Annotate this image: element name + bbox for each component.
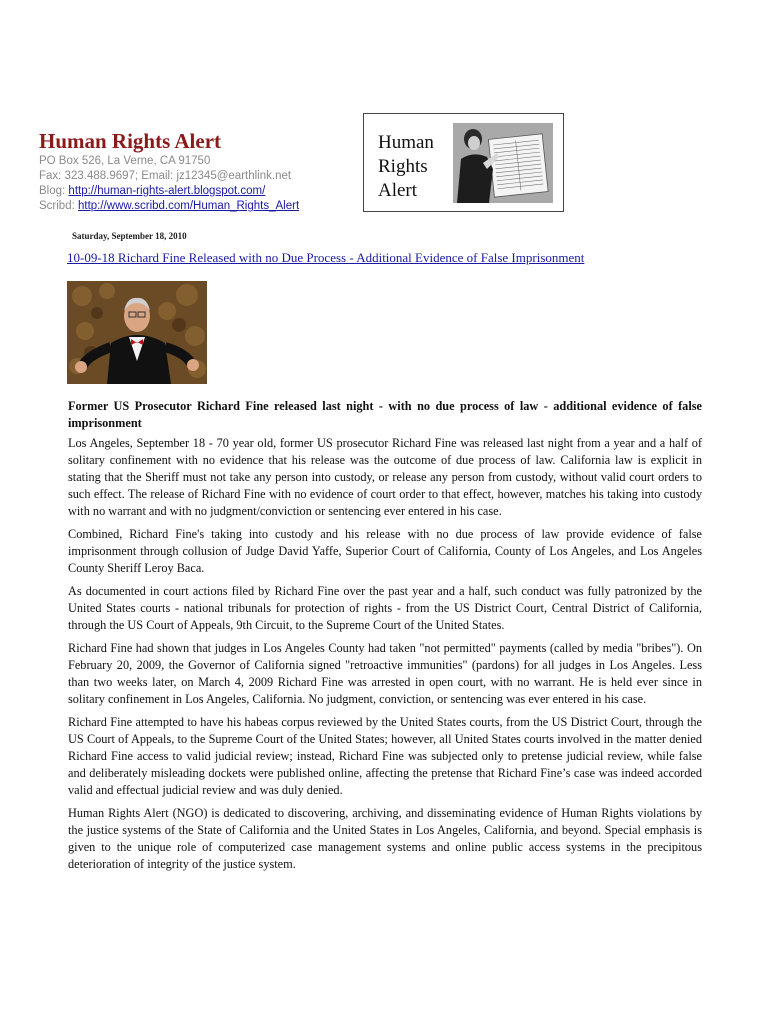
logo-photo <box>453 123 553 203</box>
org-title: Human Rights Alert <box>39 129 222 153</box>
logo-line: Alert <box>378 180 418 201</box>
article-paragraph: Combined, Richard Fine's taking into custody and his release with no due process of law provide evidence of false imprisonment through collusion of Judge David Yaffe, Superior Court of California, County of Los Angeles, and Los Angeles County Sheriff Leroy Baca. <box>68 527 702 575</box>
logo-line: Rights <box>378 156 428 177</box>
post-title-link[interactable]: 10-09-18 Richard Fine Released with no Due Process - Additional Evidence of False Imprisonment <box>67 250 585 265</box>
article-paragraph: As documented in court actions filed by Richard Fine over the past year and a half, such conduct was fully patronized by the United States courts - national tribunals for protection of rights - from the US District Court, Central District of California, through the US Court of Appeals, 9th Circuit, to the Supreme Court of the United States. <box>68 584 702 632</box>
scribd-link[interactable]: http://www.scribd.com/Human_Rights_Alert <box>78 200 300 212</box>
article-body <box>68 398 702 879</box>
article-paragraph: Richard Fine attempted to have his habeas corpus reviewed by the United States courts, from the US District Court, through the US Court of Appeals, to the Supreme Court of the United States; however, all United States courts involved in the matter denied Richard Fine access to valid judicial review; instead, Richard Fine was subjected only to pretense judicial review, while false and deliberately misleading dockets were published online, affecting the pretense that Richard Fine’s case was indeed accorded valid and effectual judicial review and was duly denied. <box>68 715 702 797</box>
article-paragraph: Human Rights Alert (NGO) is dedicated to discovering, archiving, and disseminating evidence of Human Rights violations by the justice systems of the State of California and the United States in Los Angeles, California, and beyond. Special emphasis is given to the unique role of computerized case management systems and online public access systems in the precipitous deterioration of integrity of the justice system. <box>68 806 702 871</box>
article-paragraph: Los Angeles, September 18 - 70 year old, former US prosecutor Richard Fine was released last night from a year and a half of solitary confinement with no evidence that his release was the outcome of due process of law. California law is explicit in stating that the Sheriff must not take any person into custody, or release any person from custody, without valid court orders to such effect. The release of Richard Fine with no evidence of court order to that effect, however, matches his taking into custody with no warrant and with no judgment/conviction or sentencing ever entered in his case. <box>68 436 702 518</box>
blog-label: Blog: <box>39 185 66 197</box>
richard-fine-photo <box>67 281 207 384</box>
scribd-line <box>39 199 339 214</box>
article-paragraph: Richard Fine had shown that judges in Los Angeles County had taken "not permitted" payments (called by media "bribes"). On February 20, 2009, the Governor of California signed "retroactive immunities" (pardons) for all judges in Los Angeles. Less than two weeks later, on March 4, 2009 Richard Fine was arrested in open court, with no warrant. He is held ever since in solitary confinement in Los Angeles, California. No judgment, conviction, or sentencing was ever entered in his case. <box>68 641 702 706</box>
fax-email-line: Fax: 323.488.9697; Email: jz12345@earthlink.net <box>39 170 292 182</box>
logo-text <box>378 131 434 203</box>
logo-line: Human <box>378 132 434 153</box>
post-date: Saturday, September 18, 2010 <box>72 231 187 241</box>
letterhead <box>39 128 339 214</box>
blog-link[interactable]: http://human-rights-alert.blogspot.com/ <box>68 185 266 197</box>
address-line: PO Box 526, La Verne, CA 91750 <box>39 155 211 167</box>
blog-line <box>39 184 339 199</box>
article-headline: Former US Prosecutor Richard Fine released last night - with no due process of law - additional evidence of false imprisonment <box>68 399 702 430</box>
org-logo <box>363 113 564 212</box>
scribd-label: Scribd: <box>39 200 75 212</box>
